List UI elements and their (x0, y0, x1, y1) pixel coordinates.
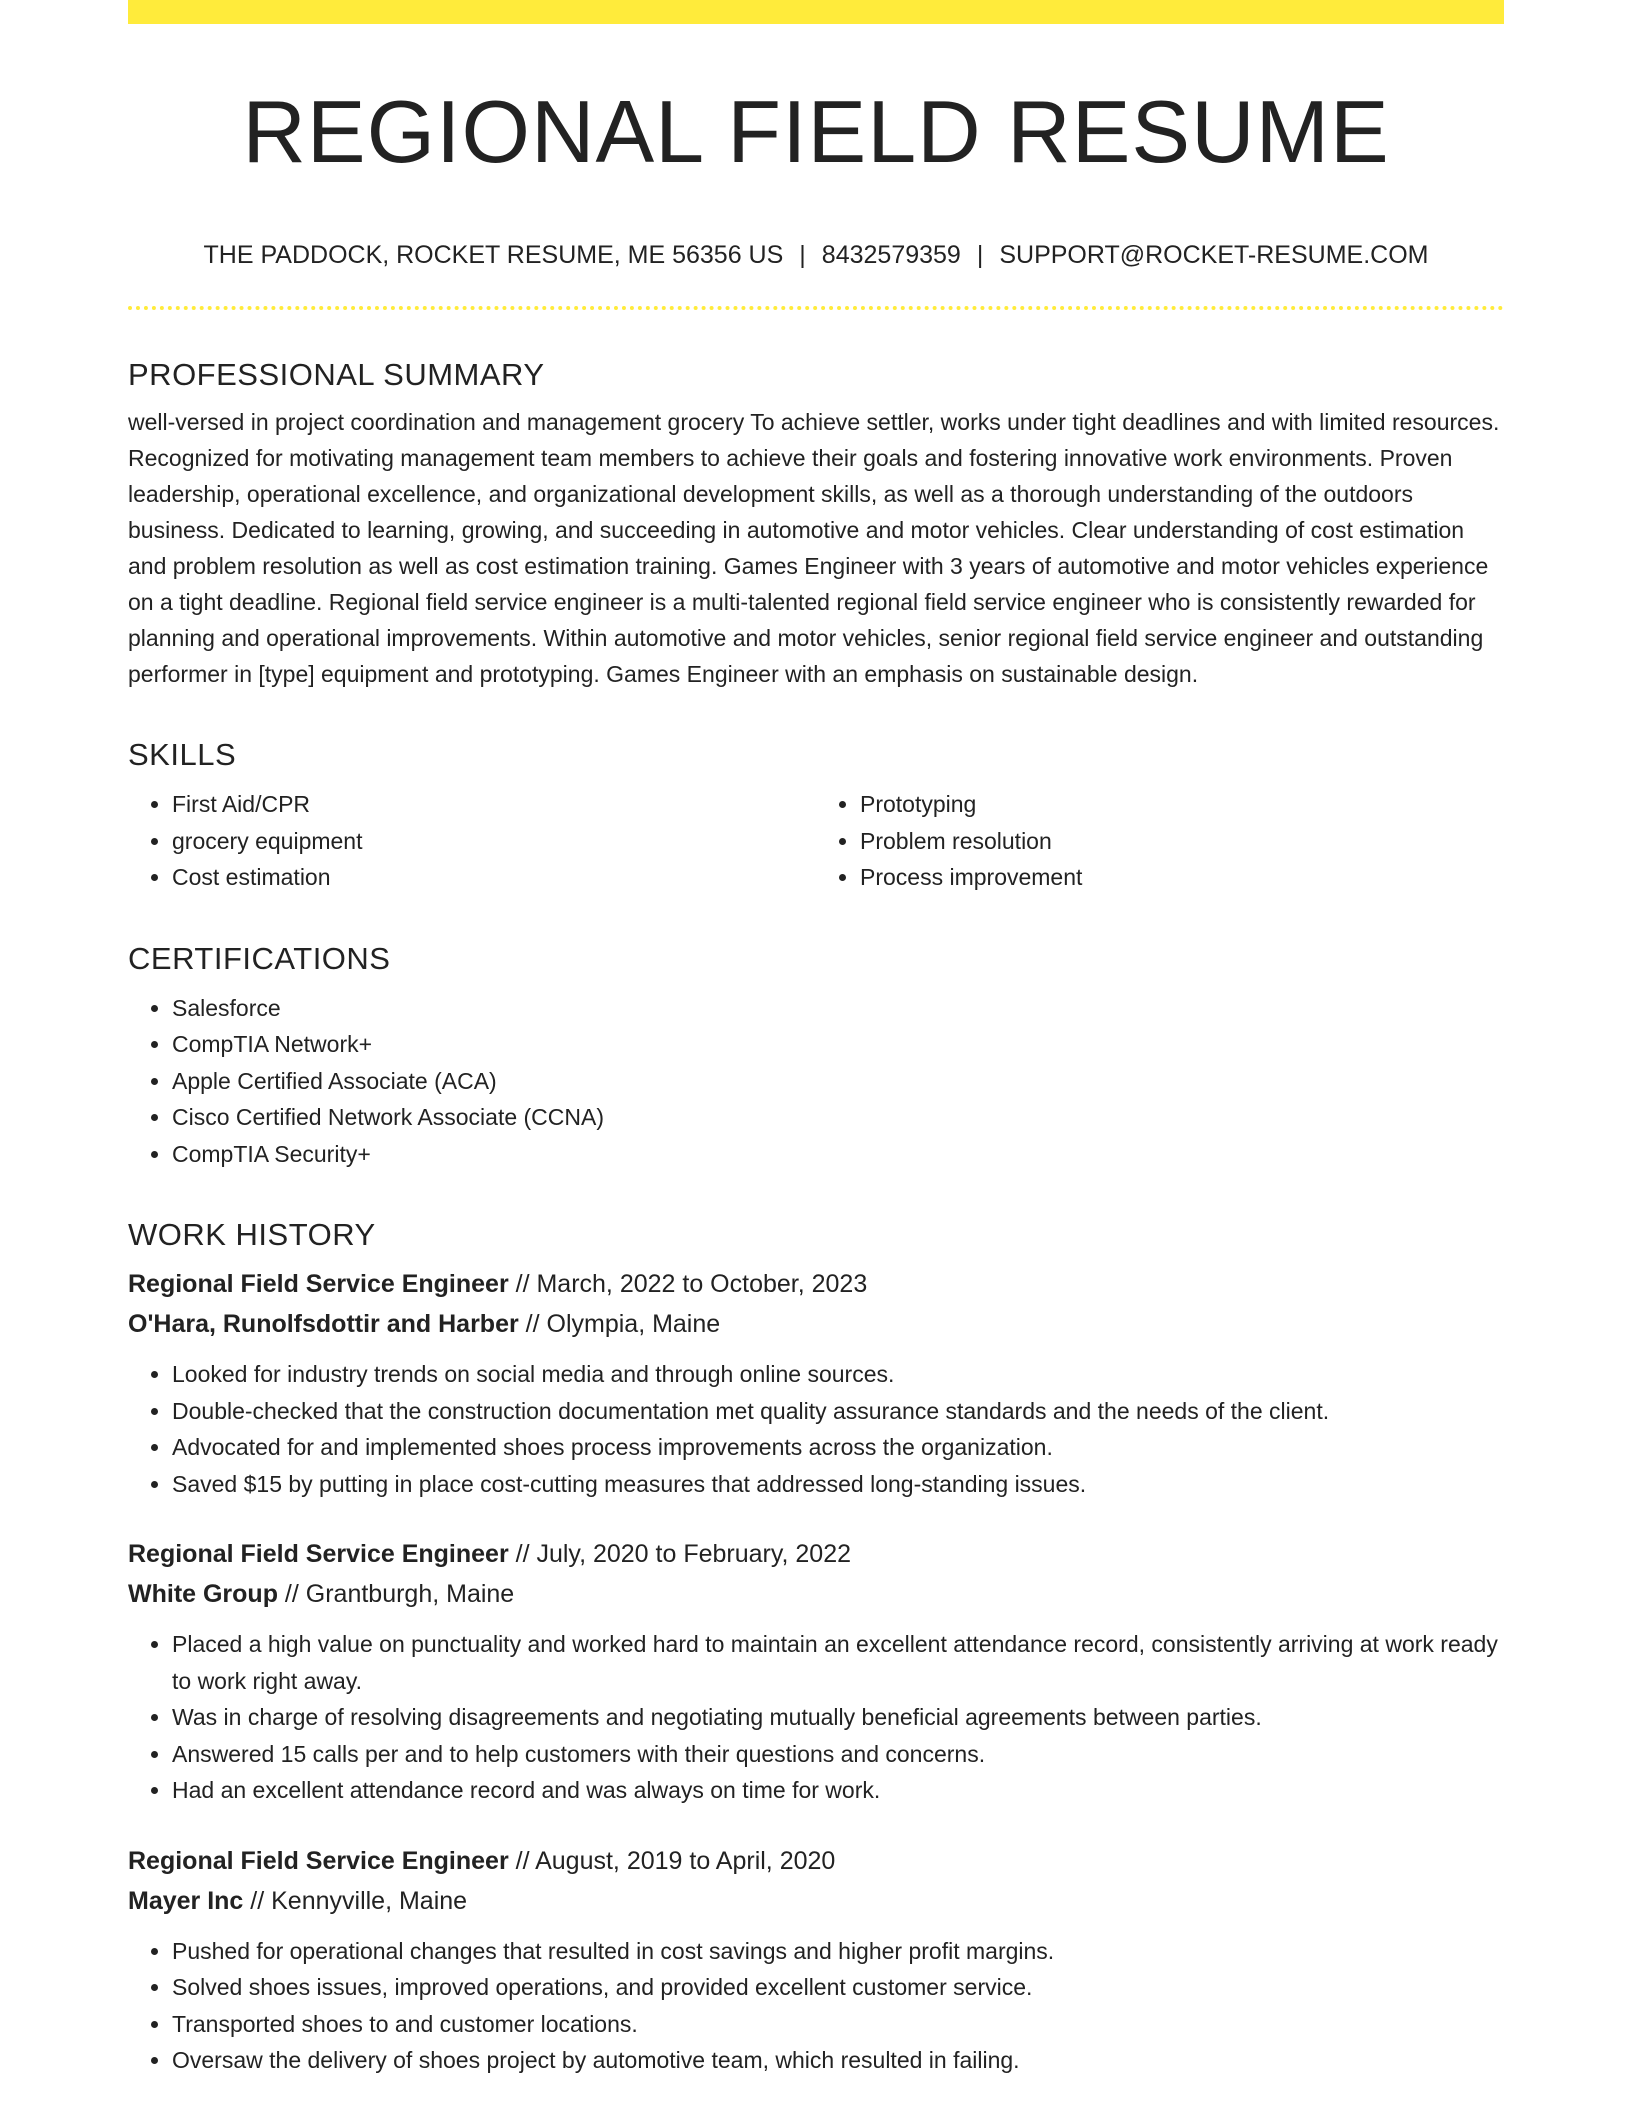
job-location: // Kennyville, Maine (243, 1886, 468, 1915)
skills-columns (128, 786, 1504, 896)
skill-item: • First Aid/CPR (172, 786, 816, 823)
job-company-line (128, 1574, 1504, 1614)
job-title: Regional Field Service Engineer (128, 1540, 509, 1568)
contact-email: SUPPORT@ROCKET-RESUME.COM (999, 241, 1429, 269)
certification-item: • Apple Certified Associate (ACA) (172, 1063, 1504, 1100)
work-history-section (128, 1206, 1504, 2079)
job-location: // Olympia, Maine (518, 1310, 721, 1338)
skill-item: • Problem resolution (860, 823, 1504, 860)
job-bullet: • Looked for industry trends on social media and through online sources. (172, 1356, 1504, 1393)
skill-item: • Cost estimation (172, 859, 816, 896)
job-bullets (128, 1356, 1504, 1502)
contact-separator: | (976, 241, 984, 269)
job-entry (128, 1841, 1504, 2079)
job-bullet: • Was in charge of resolving disagreements and negotiating mutually beneficial agreements between parties. (172, 1699, 1504, 1736)
accent-top-bar (128, 0, 1504, 24)
skill-item: • Process improvement (860, 859, 1504, 896)
section-heading-summary: PROFESSIONAL SUMMARY (128, 357, 545, 392)
job-company: O'Hara, Runolfsdottir and Harber (128, 1310, 519, 1338)
summary-text: well-versed in project coordination and management grocery To achieve settler, works under tight deadlines and with limited resources. Recognized for motivating management team members to achieve their goals and fostering innovative work environments. Proven leadership, operational excellence, and organizational development skills, as well as a thorough understanding of the outdoors business. Dedicated to learning, growing, and succeeding in automotive and motor vehicles. Clear understanding of cost estimation and problem resolution as well as cost estimation training. Games Engineer with 3 years of automotive and motor vehicles experience on a tight deadline. Regional field service engineer is a multi-talented regional field service engineer who is consistently rewarded for planning and operational improvements. Within automotive and motor vehicles, senior regional field service engineer and outstanding performer in [type] equipment and prototyping. Games Engineer with an emphasis on sustainable design. (128, 409, 1500, 687)
skills-list-right (816, 786, 1504, 896)
section-heading-certifications: CERTIFICATIONS (128, 940, 391, 976)
resume-content (128, 346, 1504, 2111)
job-title-line (128, 1264, 1504, 1304)
skill-item: • grocery equipment (172, 823, 816, 860)
contact-line (128, 234, 1504, 276)
contact-separator: | (799, 241, 806, 269)
job-title-line (128, 1534, 1504, 1574)
certification-item: • CompTIA Security+ (172, 1136, 1504, 1173)
professional-summary-section (128, 346, 1504, 692)
job-title-line (128, 1841, 1504, 1881)
job-location: // Grantburgh, Maine (277, 1580, 515, 1608)
skills-section (128, 726, 1504, 896)
section-heading-work-history: WORK HISTORY (128, 1217, 376, 1252)
job-bullets (128, 1933, 1504, 2079)
job-entry (128, 1264, 1504, 1502)
job-company: White Group (128, 1580, 278, 1608)
job-bullet: • Answered 15 calls per and to help customers with their questions and concerns. (172, 1736, 1504, 1773)
job-bullet: • Placed a high value on punctuality and worked hard to maintain an excellent attendance record, consistently arriving at work ready to work right away. (172, 1626, 1504, 1699)
certifications-list (128, 990, 1504, 1173)
job-bullet: • Oversaw the delivery of shoes project by automotive team, which resulted in failing. (172, 2042, 1504, 2079)
job-dates: // August, 2019 to April, 2020 (508, 1846, 836, 1875)
job-title: Regional Field Service Engineer (128, 1846, 509, 1875)
job-bullets (128, 1626, 1504, 1809)
certification-item: • Salesforce (172, 990, 1504, 1027)
job-company-line (128, 1881, 1504, 1921)
job-dates: // July, 2020 to February, 2022 (508, 1540, 852, 1568)
job-dates: // March, 2022 to October, 2023 (508, 1270, 868, 1298)
contact-phone: 8432579359 (821, 241, 961, 269)
skills-list-left (128, 786, 816, 896)
resume-name: REGIONAL FIELD RESUME (242, 82, 1390, 181)
job-bullet: • Transported shoes to and customer locations. (172, 2006, 1504, 2043)
certification-item: • Cisco Certified Network Associate (CCNA) (172, 1099, 1504, 1136)
section-heading-skills: SKILLS (128, 737, 237, 772)
job-bullet: • Advocated for and implemented shoes process improvements across the organization. (172, 1429, 1504, 1466)
contact-address: THE PADDOCK, ROCKET RESUME, ME 56356 US (203, 241, 784, 269)
job-bullet: • Solved shoes issues, improved operations, and provided excellent customer service. (172, 1969, 1504, 2006)
job-bullet: • Pushed for operational changes that resulted in cost savings and higher profit margins. (172, 1933, 1504, 1970)
job-bullet: • Saved $15 by putting in place cost-cutting measures that addressed long-standing issues. (172, 1466, 1504, 1503)
dotted-divider (128, 306, 1504, 310)
job-bullet: • Double-checked that the construction documentation met quality assurance standards and the needs of the client. (172, 1393, 1504, 1430)
skill-item: • Prototyping (860, 786, 1504, 823)
job-company: Mayer Inc (128, 1886, 244, 1915)
certifications-section (128, 930, 1504, 1173)
job-entry (128, 1534, 1504, 1809)
certification-item: • CompTIA Network+ (172, 1026, 1504, 1063)
job-bullet: • Had an excellent attendance record and was always on time for work. (172, 1772, 1504, 1809)
job-company-line (128, 1304, 1504, 1344)
job-title: Regional Field Service Engineer (128, 1270, 509, 1298)
